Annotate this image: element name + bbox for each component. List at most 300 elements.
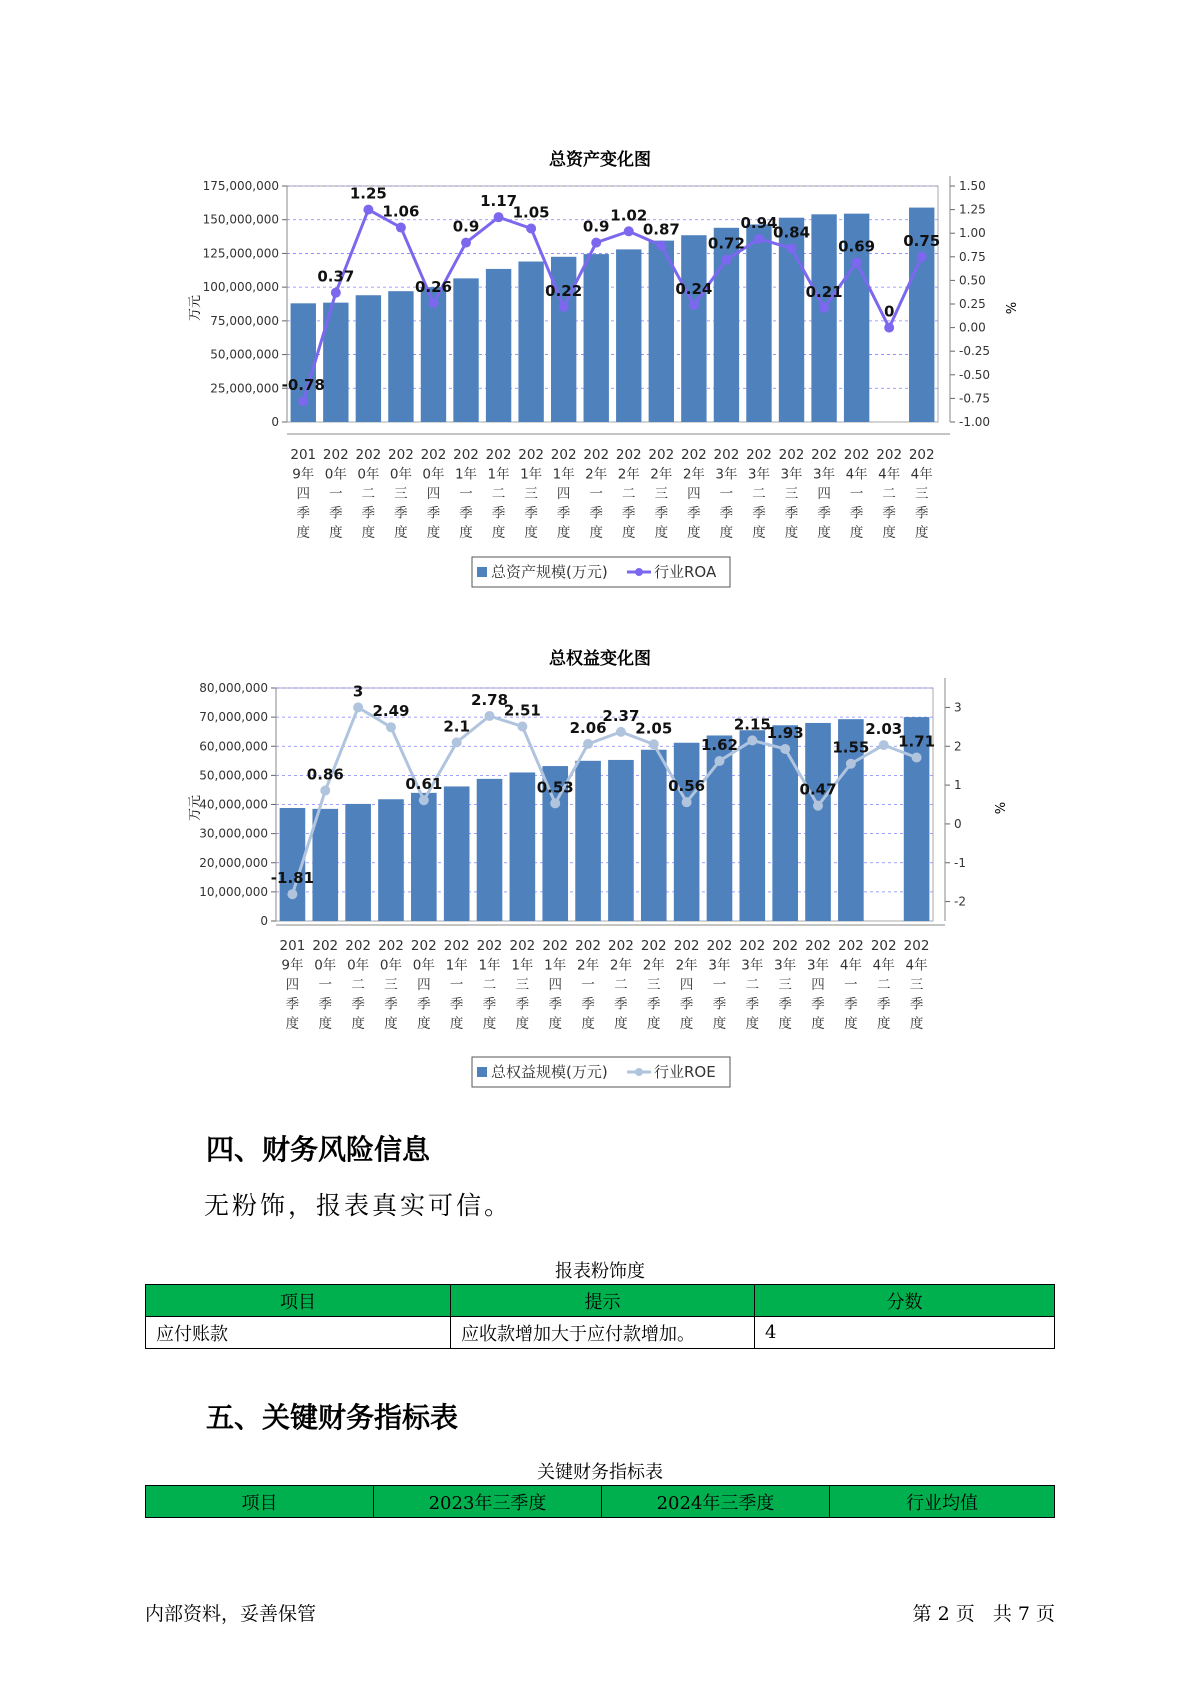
x-tick-label: 度: [482, 1016, 497, 1032]
x-tick-label: 度: [394, 525, 408, 541]
x-tick-label: 4年: [905, 957, 928, 974]
x-tick-label: 季: [351, 996, 365, 1013]
bar: [388, 291, 413, 422]
line-point: [884, 323, 894, 333]
table-header-cell: 项目: [146, 1486, 374, 1518]
x-tick-label: 0年: [347, 957, 370, 974]
x-tick-label: 度: [647, 1016, 661, 1032]
table-header-cell: 分数: [755, 1285, 1055, 1317]
x-tick-label: 0年: [422, 466, 445, 483]
x-tick-label: 202: [778, 447, 805, 463]
bar: [805, 723, 831, 921]
y-tick-label-right: 1.00: [959, 226, 986, 241]
section-heading-risk: 四、财务风险信息: [206, 1133, 431, 1166]
x-tick-label: 季: [459, 505, 473, 522]
x-tick-label: 三: [784, 486, 799, 502]
data-label: 2.78: [471, 690, 509, 709]
y-axis-label-left: 万元: [188, 294, 203, 322]
x-tick-label: 季: [614, 996, 628, 1013]
line-point: [331, 288, 341, 298]
line-point: [452, 737, 462, 747]
bar: [444, 786, 470, 921]
x-tick-label: 202: [355, 447, 382, 463]
line-point: [721, 255, 731, 265]
bar: [486, 269, 511, 422]
x-tick-label: 202: [509, 938, 536, 954]
table-header-row: [146, 1486, 1055, 1518]
x-tick-label: 度: [712, 1016, 727, 1032]
chart-legend: [472, 1057, 730, 1087]
x-tick-label: 季: [361, 505, 376, 522]
x-tick-label: 一: [449, 977, 464, 993]
x-tick-label: 一: [712, 977, 727, 993]
x-tick-label: 四: [296, 486, 311, 502]
y-tick-label-left: 70,000,000: [199, 710, 268, 725]
x-tick-label: 202: [388, 447, 414, 463]
data-label: 0.87: [642, 220, 680, 239]
x-tick-label: 季: [679, 996, 694, 1013]
table-header-cell: 2023年三季度: [374, 1486, 602, 1518]
x-tick-label: 202: [575, 938, 601, 954]
line-point: [813, 801, 823, 811]
x-tick-label: 202: [648, 447, 675, 463]
x-tick-label: 三: [909, 977, 924, 993]
data-label: -1.81: [270, 869, 315, 888]
data-label: 0.56: [668, 777, 706, 796]
x-tick-label: 度: [778, 1016, 792, 1032]
x-tick-label: 1年: [511, 957, 534, 974]
x-tick-label: 201: [290, 447, 317, 463]
data-label: 0.53: [536, 778, 574, 797]
y-tick-label-left: 40,000,000: [199, 797, 268, 812]
line-point: [917, 252, 927, 262]
x-tick-label: 202: [640, 938, 667, 954]
line-point: [363, 205, 373, 215]
x-tick-label: 度: [318, 1016, 333, 1032]
x-tick-label: 度: [679, 1016, 694, 1032]
x-tick-label: 季: [491, 505, 506, 522]
y-axis-label-right: %: [1002, 301, 1017, 315]
line-point: [583, 739, 593, 749]
x-tick-label: 202: [485, 447, 512, 463]
line-point: [754, 234, 764, 244]
line-point: [912, 753, 922, 763]
x-tick-label: 2年: [617, 466, 640, 483]
x-tick-label: 202: [443, 938, 470, 954]
bar: [584, 254, 609, 422]
data-label: 1.17: [480, 192, 518, 211]
x-tick-label: 四: [679, 977, 694, 993]
line-point: [428, 298, 438, 308]
x-tick-label: 202: [583, 447, 610, 463]
x-tick-label: 度: [589, 525, 603, 541]
data-label: 2.05: [635, 719, 673, 738]
x-tick-label: 四: [817, 486, 831, 502]
line-point: [852, 257, 862, 267]
x-tick-label: 四: [687, 486, 701, 502]
line-point: [682, 797, 692, 807]
y-tick-label-right: -0.75: [959, 391, 991, 406]
x-tick-label: 一: [849, 486, 864, 502]
x-tick-label: 度: [876, 1016, 891, 1032]
x-tick-label: 季: [426, 505, 441, 522]
bar: [411, 793, 437, 921]
x-tick-label: 三: [647, 977, 661, 993]
y-tick-label-left: 0: [271, 415, 279, 429]
x-tick-label: 0年: [412, 957, 435, 974]
x-tick-label: 季: [784, 505, 799, 522]
table-caption-key-indicators: 关键财务指标表: [537, 1462, 663, 1483]
y-tick-label-left: 60,000,000: [199, 739, 268, 754]
data-label: 2.15: [733, 715, 771, 734]
x-tick-label: 四: [811, 977, 825, 993]
x-tick-label: 度: [384, 1016, 398, 1032]
x-tick-label: 度: [449, 1016, 464, 1032]
y-tick-label-left: 150,000,000: [202, 212, 279, 227]
x-tick-label: 四: [548, 977, 562, 993]
data-label: 1.25: [349, 184, 387, 203]
line-point: [517, 721, 527, 731]
bar: [477, 779, 503, 921]
data-label: 0.9: [452, 217, 480, 236]
x-tick-label: 1年: [544, 957, 567, 974]
y-tick-label-right: -1.00: [959, 415, 991, 429]
x-tick-label: 季: [745, 996, 760, 1013]
risk-summary-text: 无粉饰，报表真实可信。: [204, 1191, 513, 1220]
x-tick-label: 季: [394, 505, 408, 522]
x-tick-label: 二: [876, 977, 891, 993]
line-point: [624, 226, 634, 236]
y-tick-label-right: 0.75: [959, 249, 986, 264]
x-tick-label: 度: [426, 525, 441, 541]
line-point: [787, 243, 797, 253]
x-tick-label: 季: [449, 996, 464, 1013]
x-tick-label: 202: [322, 447, 349, 463]
y-tick-label-left: 175,000,000: [202, 179, 279, 193]
bar: [811, 214, 836, 422]
x-tick-label: 一: [589, 486, 603, 502]
x-tick-label: 三: [654, 486, 669, 502]
x-tick-label: 202: [476, 938, 503, 954]
x-tick-label: 一: [844, 977, 858, 993]
x-tick-label: 季: [687, 505, 701, 522]
x-tick-label: 度: [614, 1016, 628, 1032]
line-point: [616, 727, 626, 737]
line-point: [656, 240, 666, 250]
x-tick-label: 度: [491, 525, 506, 541]
x-tick-label: 度: [811, 1016, 825, 1032]
data-label: 2.49: [372, 702, 410, 721]
y-tick-label-right: -2: [954, 894, 966, 909]
line-point: [320, 786, 330, 796]
y-tick-label-right: -0.50: [959, 367, 991, 382]
x-tick-label: 1年: [552, 466, 575, 483]
y-tick-label-right: 0.25: [959, 297, 986, 311]
x-tick-label: 三: [914, 486, 929, 502]
x-tick-label: 度: [296, 525, 311, 541]
x-tick-label: 4年: [845, 466, 868, 483]
x-tick-label: 一: [459, 486, 473, 502]
x-tick-label: 度: [752, 525, 766, 541]
x-tick-label: 202: [453, 447, 479, 463]
x-tick-label: 季: [482, 996, 497, 1013]
bar: [510, 772, 536, 921]
x-tick-label: 度: [417, 1016, 431, 1032]
x-tick-label: 3年: [715, 466, 738, 483]
x-tick-label: 202: [870, 938, 897, 954]
data-label: 2.37: [602, 706, 640, 725]
line-point: [714, 756, 724, 766]
footer-page-number: 第 2 页 共 7 页: [912, 1603, 1055, 1625]
x-tick-label: 一: [329, 486, 343, 502]
line-point: [550, 798, 560, 808]
data-label: 0.26: [414, 278, 452, 297]
x-tick-label: 季: [914, 505, 929, 522]
line-point: [591, 238, 601, 248]
bar: [356, 295, 381, 422]
x-tick-label: 3年: [741, 957, 764, 974]
data-label: 1.93: [766, 723, 804, 742]
y-tick-label-left: 50,000,000: [199, 768, 268, 783]
data-label: 1.62: [700, 736, 738, 755]
x-tick-label: 度: [581, 1016, 595, 1032]
x-tick-label: 202: [312, 938, 339, 954]
x-tick-label: 202: [805, 938, 831, 954]
x-tick-label: 度: [548, 1016, 562, 1032]
x-tick-label: 度: [361, 525, 376, 541]
y-tick-label-right: -0.25: [959, 344, 991, 359]
data-label: 0.86: [306, 765, 344, 784]
table-header-cell: 项目: [146, 1285, 451, 1317]
x-tick-label: 度: [849, 525, 864, 541]
x-tick-label: 季: [285, 996, 300, 1013]
x-tick-label: 季: [524, 505, 538, 522]
x-tick-label: 202: [713, 447, 740, 463]
asset-chart-svg: [0, 140, 1191, 600]
x-tick-label: 度: [515, 1016, 530, 1032]
x-tick-label: 1年: [520, 466, 543, 483]
x-tick-label: 二: [491, 486, 506, 502]
x-tick-label: 0年: [389, 466, 412, 483]
line-point: [879, 740, 889, 750]
x-tick-label: 202: [615, 447, 642, 463]
line-point: [846, 759, 856, 769]
bar: [608, 760, 634, 921]
x-tick-label: 1年: [478, 957, 501, 974]
y-tick-label-left: 25,000,000: [210, 381, 279, 396]
line-point: [819, 303, 829, 313]
x-tick-label: 二: [622, 486, 636, 502]
x-tick-label: 季: [876, 996, 891, 1013]
x-tick-label: 二: [614, 977, 628, 993]
x-tick-label: 1年: [487, 466, 510, 483]
table-header-row: [146, 1285, 1055, 1317]
x-tick-label: 季: [817, 505, 831, 522]
x-tick-label: 2年: [609, 957, 632, 974]
x-tick-label: 季: [844, 996, 858, 1013]
x-tick-label: 3年: [708, 957, 731, 974]
data-label: 0.69: [838, 237, 876, 256]
x-tick-label: 0年: [314, 957, 337, 974]
table-header-cell: 行业均值: [830, 1486, 1055, 1518]
table-cell: 4: [755, 1317, 1055, 1349]
x-tick-label: 季: [849, 505, 864, 522]
bar: [649, 241, 674, 422]
chart-title: 总权益变化图: [549, 649, 651, 669]
x-tick-label: 二: [882, 486, 896, 502]
y-axis-label-right: %: [991, 801, 1006, 815]
line-point: [649, 739, 659, 749]
data-label: 0.9: [582, 217, 610, 236]
legend-bar-label: 总权益规模(万元): [491, 1063, 608, 1081]
x-tick-label: 四: [417, 977, 431, 993]
x-tick-label: 三: [384, 977, 398, 993]
table-cell: 应付账款: [146, 1317, 451, 1349]
x-tick-label: 季: [622, 505, 636, 522]
x-tick-label: 3年: [780, 466, 803, 483]
y-tick-label-left: 30,000,000: [199, 826, 268, 841]
x-tick-label: 季: [329, 505, 343, 522]
y-tick-label-left: 75,000,000: [210, 313, 279, 328]
equity-chart: [0, 640, 1191, 1100]
x-tick-label: 2年: [585, 466, 608, 483]
x-tick-label: 度: [459, 525, 473, 541]
bar: [575, 761, 601, 921]
x-tick-label: 度: [784, 525, 799, 541]
x-tick-label: 一: [581, 977, 595, 993]
y-tick-label-right: 1.25: [959, 202, 986, 217]
bar: [681, 235, 706, 422]
section-heading-key-indicators: 五、关键财务指标表: [206, 1401, 459, 1434]
x-tick-label: 季: [556, 505, 571, 522]
y-tick-label-right: 3: [954, 700, 962, 715]
x-tick-label: 202: [772, 938, 799, 954]
x-tick-label: 季: [548, 996, 562, 1013]
line-point: [780, 744, 790, 754]
x-tick-label: 季: [318, 996, 333, 1013]
data-label: 3: [352, 682, 364, 701]
equity-chart-svg: [0, 640, 1191, 1100]
data-label: 0.22: [545, 281, 583, 300]
line-point: [287, 889, 297, 899]
x-tick-label: 0年: [357, 466, 380, 483]
x-tick-label: 2年: [675, 957, 698, 974]
x-tick-label: 202: [550, 447, 577, 463]
x-tick-label: 0年: [324, 466, 347, 483]
data-label: 1.05: [512, 203, 550, 222]
x-tick-label: 202: [908, 447, 935, 463]
data-label: -0.78: [281, 376, 325, 395]
y-tick-label-left: 50,000,000: [210, 347, 279, 362]
line-point: [526, 223, 536, 233]
y-tick-label-right: 0: [954, 816, 962, 831]
x-tick-label: 202: [345, 938, 372, 954]
x-tick-label: 度: [745, 1016, 760, 1032]
x-tick-label: 季: [296, 505, 311, 522]
data-label: 0.47: [799, 780, 837, 799]
x-tick-label: 1年: [454, 466, 478, 483]
y-tick-label-left: 100,000,000: [202, 280, 279, 295]
line-point: [747, 735, 757, 745]
bar: [772, 725, 798, 921]
x-tick-label: 202: [837, 938, 864, 954]
table-caption-risk: 报表粉饰度: [555, 1261, 645, 1282]
x-tick-label: 202: [843, 447, 870, 463]
x-tick-label: 二: [361, 486, 376, 502]
x-tick-label: 度: [909, 1016, 924, 1032]
legend-line-label: 行业ROA: [654, 563, 717, 581]
bar: [641, 750, 667, 921]
data-label: 0.84: [773, 223, 811, 242]
x-tick-label: 三: [394, 486, 408, 502]
bar: [378, 799, 404, 921]
x-tick-label: 季: [581, 996, 595, 1013]
x-tick-label: 9年: [281, 957, 304, 974]
x-tick-label: 3年: [813, 466, 836, 483]
x-tick-label: 季: [417, 996, 431, 1013]
chart-title: 总资产变化图: [549, 150, 651, 170]
x-tick-label: 2年: [642, 957, 665, 974]
bar: [674, 743, 700, 921]
line-point: [494, 212, 504, 222]
x-tick-label: 季: [654, 505, 669, 522]
table-cell: 应收款增加大于应付款增加。: [451, 1317, 755, 1349]
y-tick-label-right: 2: [954, 739, 962, 754]
x-tick-label: 202: [673, 938, 700, 954]
x-tick-label: 度: [622, 525, 636, 541]
legend-bar-swatch: [477, 1067, 487, 1077]
y-tick-label-left: 80,000,000: [199, 681, 268, 695]
x-tick-label: 202: [746, 447, 772, 463]
x-tick-label: 4年: [839, 957, 862, 974]
x-tick-label: 三: [524, 486, 538, 502]
x-tick-label: 4年: [878, 466, 901, 483]
line-point: [386, 722, 396, 732]
data-label: 0.61: [405, 775, 443, 794]
x-tick-label: 三: [778, 977, 792, 993]
x-tick-label: 202: [811, 447, 837, 463]
x-tick-label: 季: [909, 996, 924, 1013]
x-tick-label: 度: [882, 525, 896, 541]
x-tick-label: 1年: [445, 957, 468, 974]
y-tick-label-right: 0.50: [959, 273, 986, 288]
x-tick-label: 4年: [872, 957, 895, 974]
footer-left: 内部资料，妥善保管: [145, 1603, 317, 1625]
x-tick-label: 202: [518, 447, 545, 463]
x-tick-label: 3年: [774, 957, 797, 974]
legend-line-marker: [635, 568, 643, 576]
data-label: 2.1: [443, 717, 470, 736]
x-tick-label: 四: [426, 486, 441, 502]
x-tick-label: 202: [876, 447, 903, 463]
y-tick-label-right: 1: [954, 778, 962, 793]
line-point: [689, 300, 699, 310]
x-tick-label: 季: [882, 505, 896, 522]
data-label: 1.55: [832, 738, 870, 757]
bar: [453, 278, 478, 422]
data-label: 0.75: [903, 231, 941, 250]
x-tick-label: 202: [706, 938, 733, 954]
x-tick-label: 度: [285, 1016, 300, 1032]
x-tick-label: 0年: [379, 957, 403, 974]
line-point: [559, 302, 569, 312]
x-tick-label: 202: [680, 447, 707, 463]
legend-line-marker: [635, 1068, 643, 1076]
x-tick-label: 9年: [292, 466, 315, 483]
data-label: 0.94: [740, 213, 778, 232]
x-tick-label: 季: [811, 996, 825, 1013]
x-tick-label: 度: [844, 1016, 858, 1032]
